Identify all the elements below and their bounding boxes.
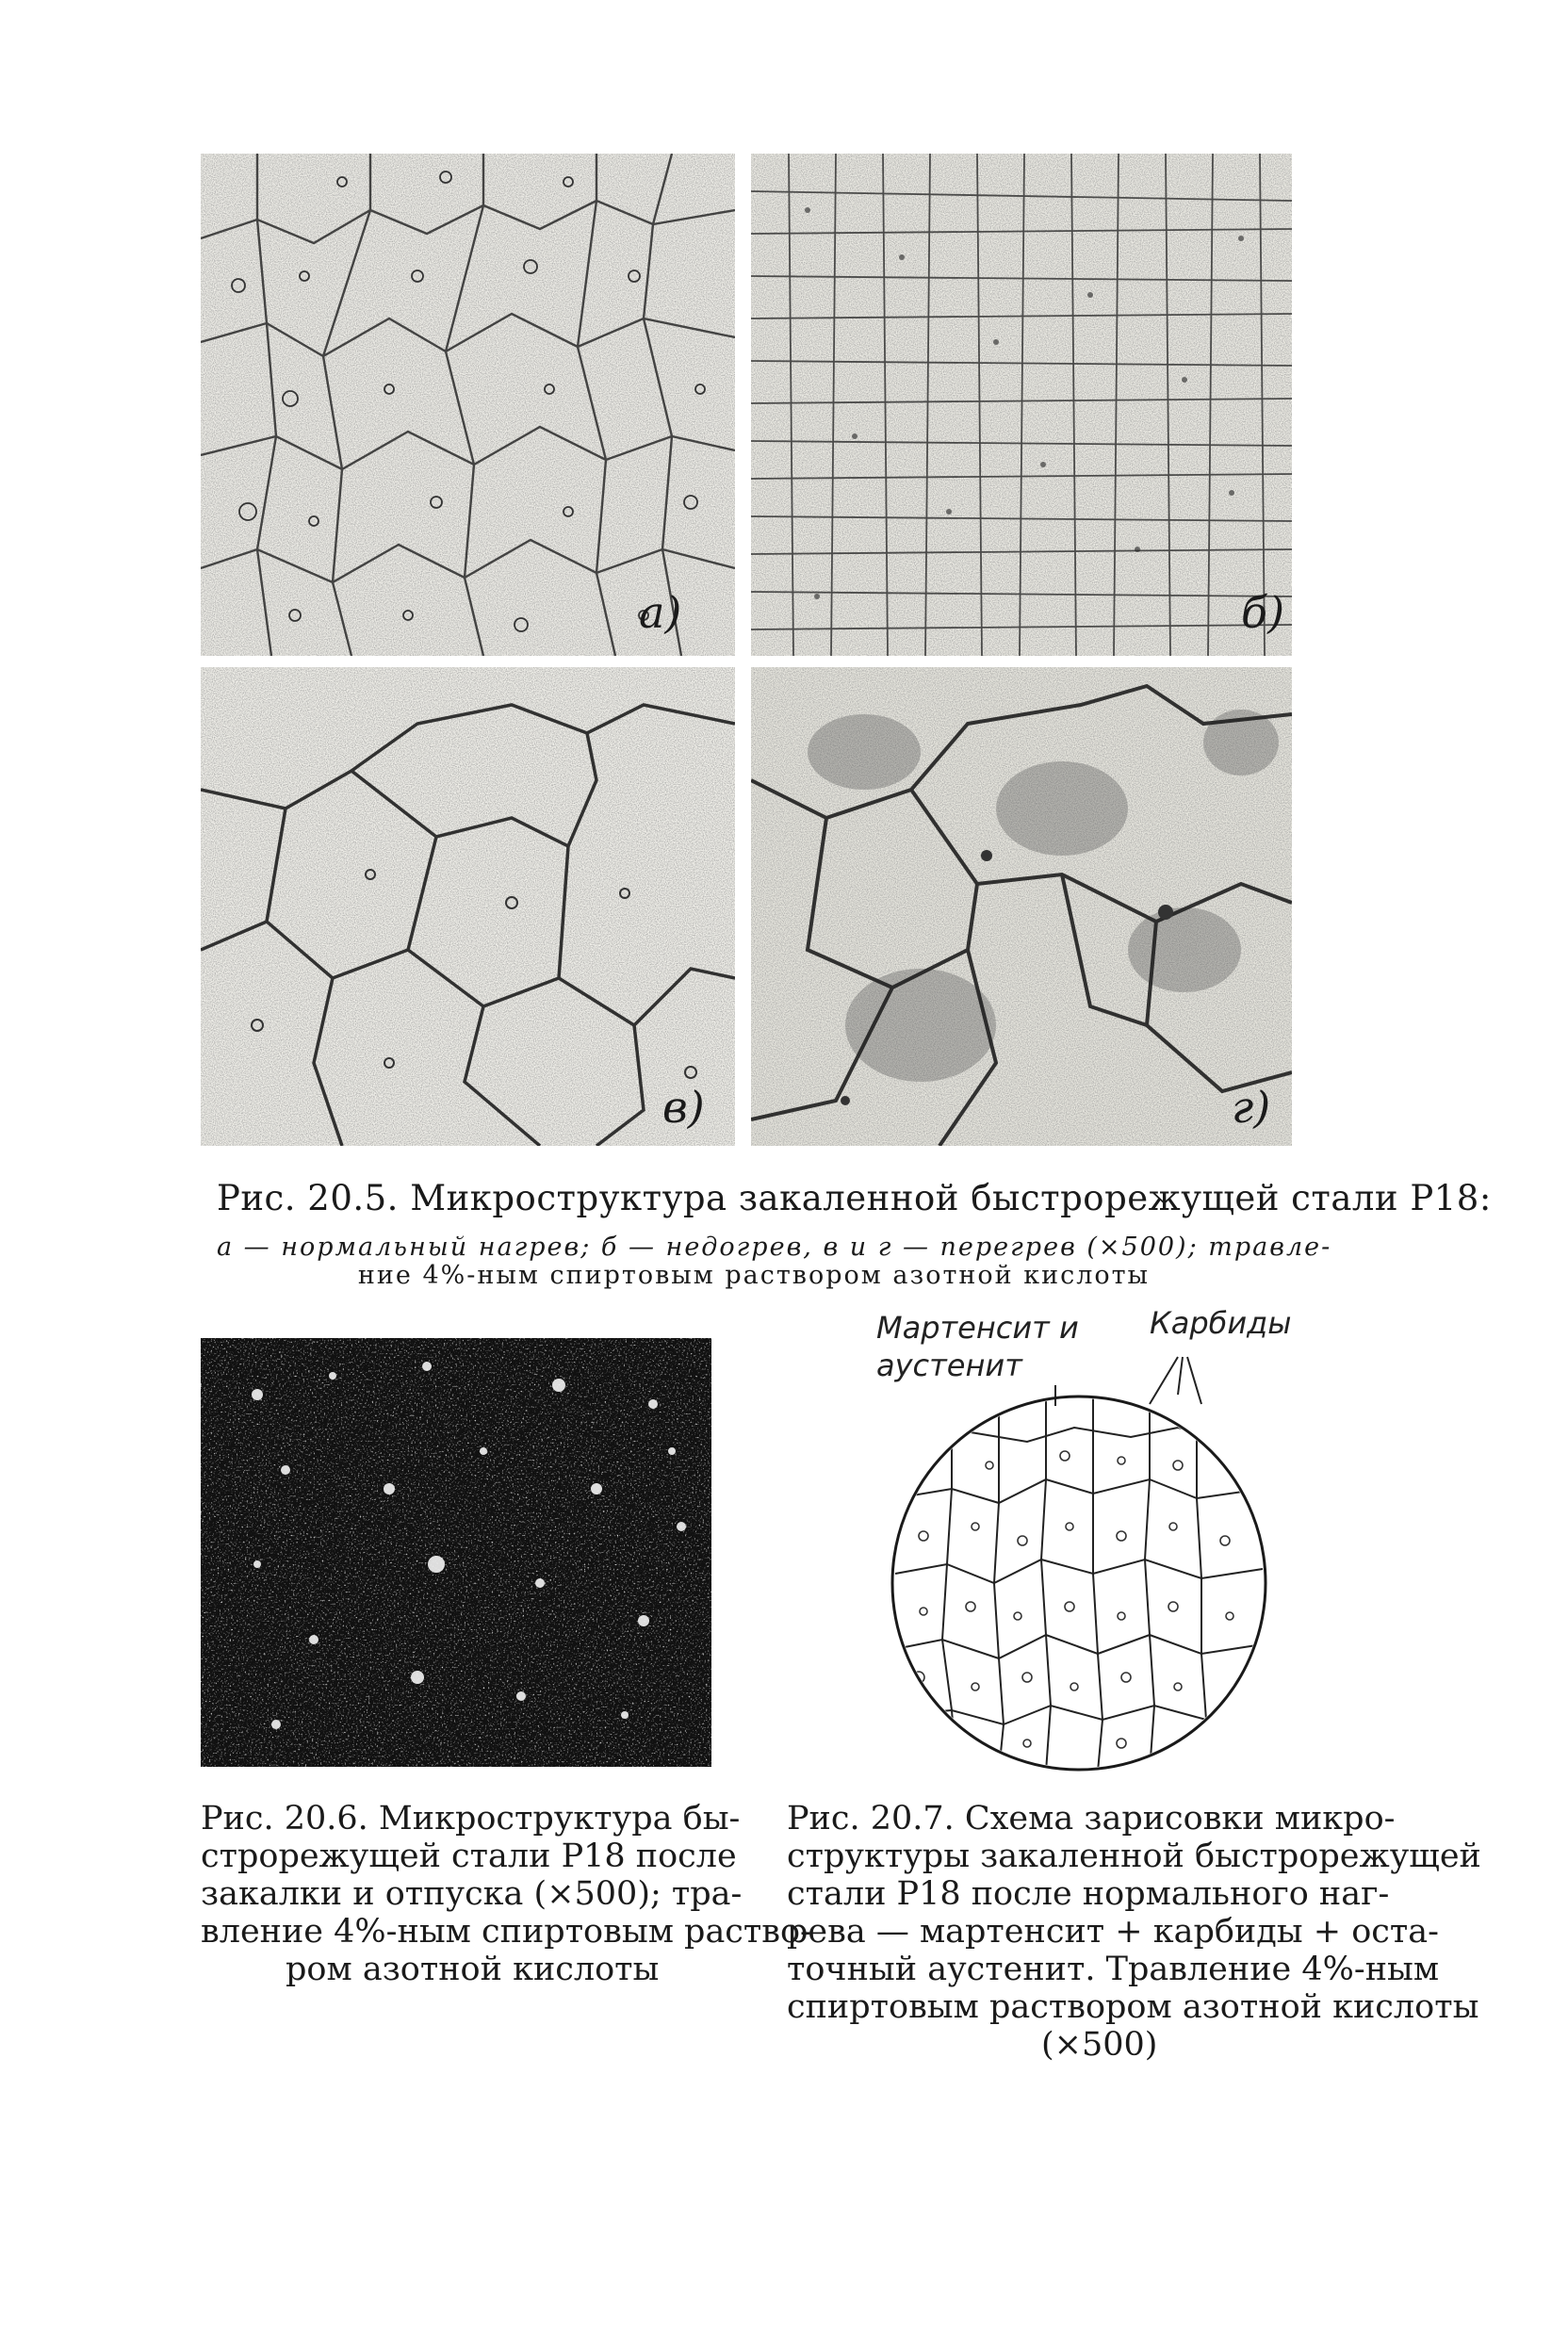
figure-7-caption [787, 1800, 1481, 2064]
label-martensite-austenite-2: аустенит [876, 1348, 1022, 1383]
micrograph-tempered [201, 1338, 711, 1767]
label-carbides: Карбиды [1150, 1305, 1292, 1341]
figure-6-caption-line: Рис. 20.6. Микроструктура бы- [201, 1800, 741, 1838]
panel-label-a: а) [639, 587, 682, 638]
figure-7-caption-line: точный аустенит. Травление 4%-ным [787, 1951, 1440, 1988]
figure-7-caption-line: стали Р18 после нормального наг- [787, 1875, 1390, 1913]
panel-label-b: б) [1241, 587, 1285, 638]
figure-7-caption-line: структуры закаленной быстрорежущей [787, 1838, 1481, 1875]
figure-6-caption-line: ром азотной кислоты [286, 1951, 660, 1988]
panel-label-g: г) [1232, 1082, 1271, 1133]
micrograph-a [201, 154, 735, 656]
figure-7-caption-line: рева — мартенсит + карбиды + оста- [787, 1913, 1439, 1951]
figure-6-caption-line: закалки и отпуска (×500); тра- [201, 1875, 743, 1913]
figure-6-caption-line: вление 4%-ным спиртовым раство- [201, 1913, 811, 1951]
micrograph-v [201, 667, 735, 1146]
figure-7-caption-line: Рис. 20.7. Схема зарисовки микро- [787, 1800, 1396, 1838]
figure-6-caption-line: строрежущей стали Р18 после [201, 1838, 737, 1875]
figure-7-caption-line: (×500) [1041, 2026, 1158, 2064]
figure-6-caption [201, 1800, 811, 1988]
micrograph-g [751, 667, 1292, 1146]
micrograph-b [751, 154, 1292, 656]
label-martensite-austenite: Мартенсит и [876, 1310, 1079, 1346]
figure-5-subtitle-line-1: а — нормальный нагрев; б — недогрев, в и г — перегрев (×500); травле- [217, 1233, 1332, 1262]
panel-label-v: в) [662, 1082, 705, 1133]
figure-5-subtitle-line-2: ние 4%-ным спиртовым раствором азотной кислоты [357, 1261, 1151, 1290]
microstructure-schematic [876, 1338, 1291, 1772]
figure-5-title: Рис. 20.5. Микроструктура закаленной быстрорежущей стали Р18: [217, 1178, 1492, 1218]
figure-7-caption-line: спиртовым раствором азотной кислоты [787, 1988, 1479, 2026]
